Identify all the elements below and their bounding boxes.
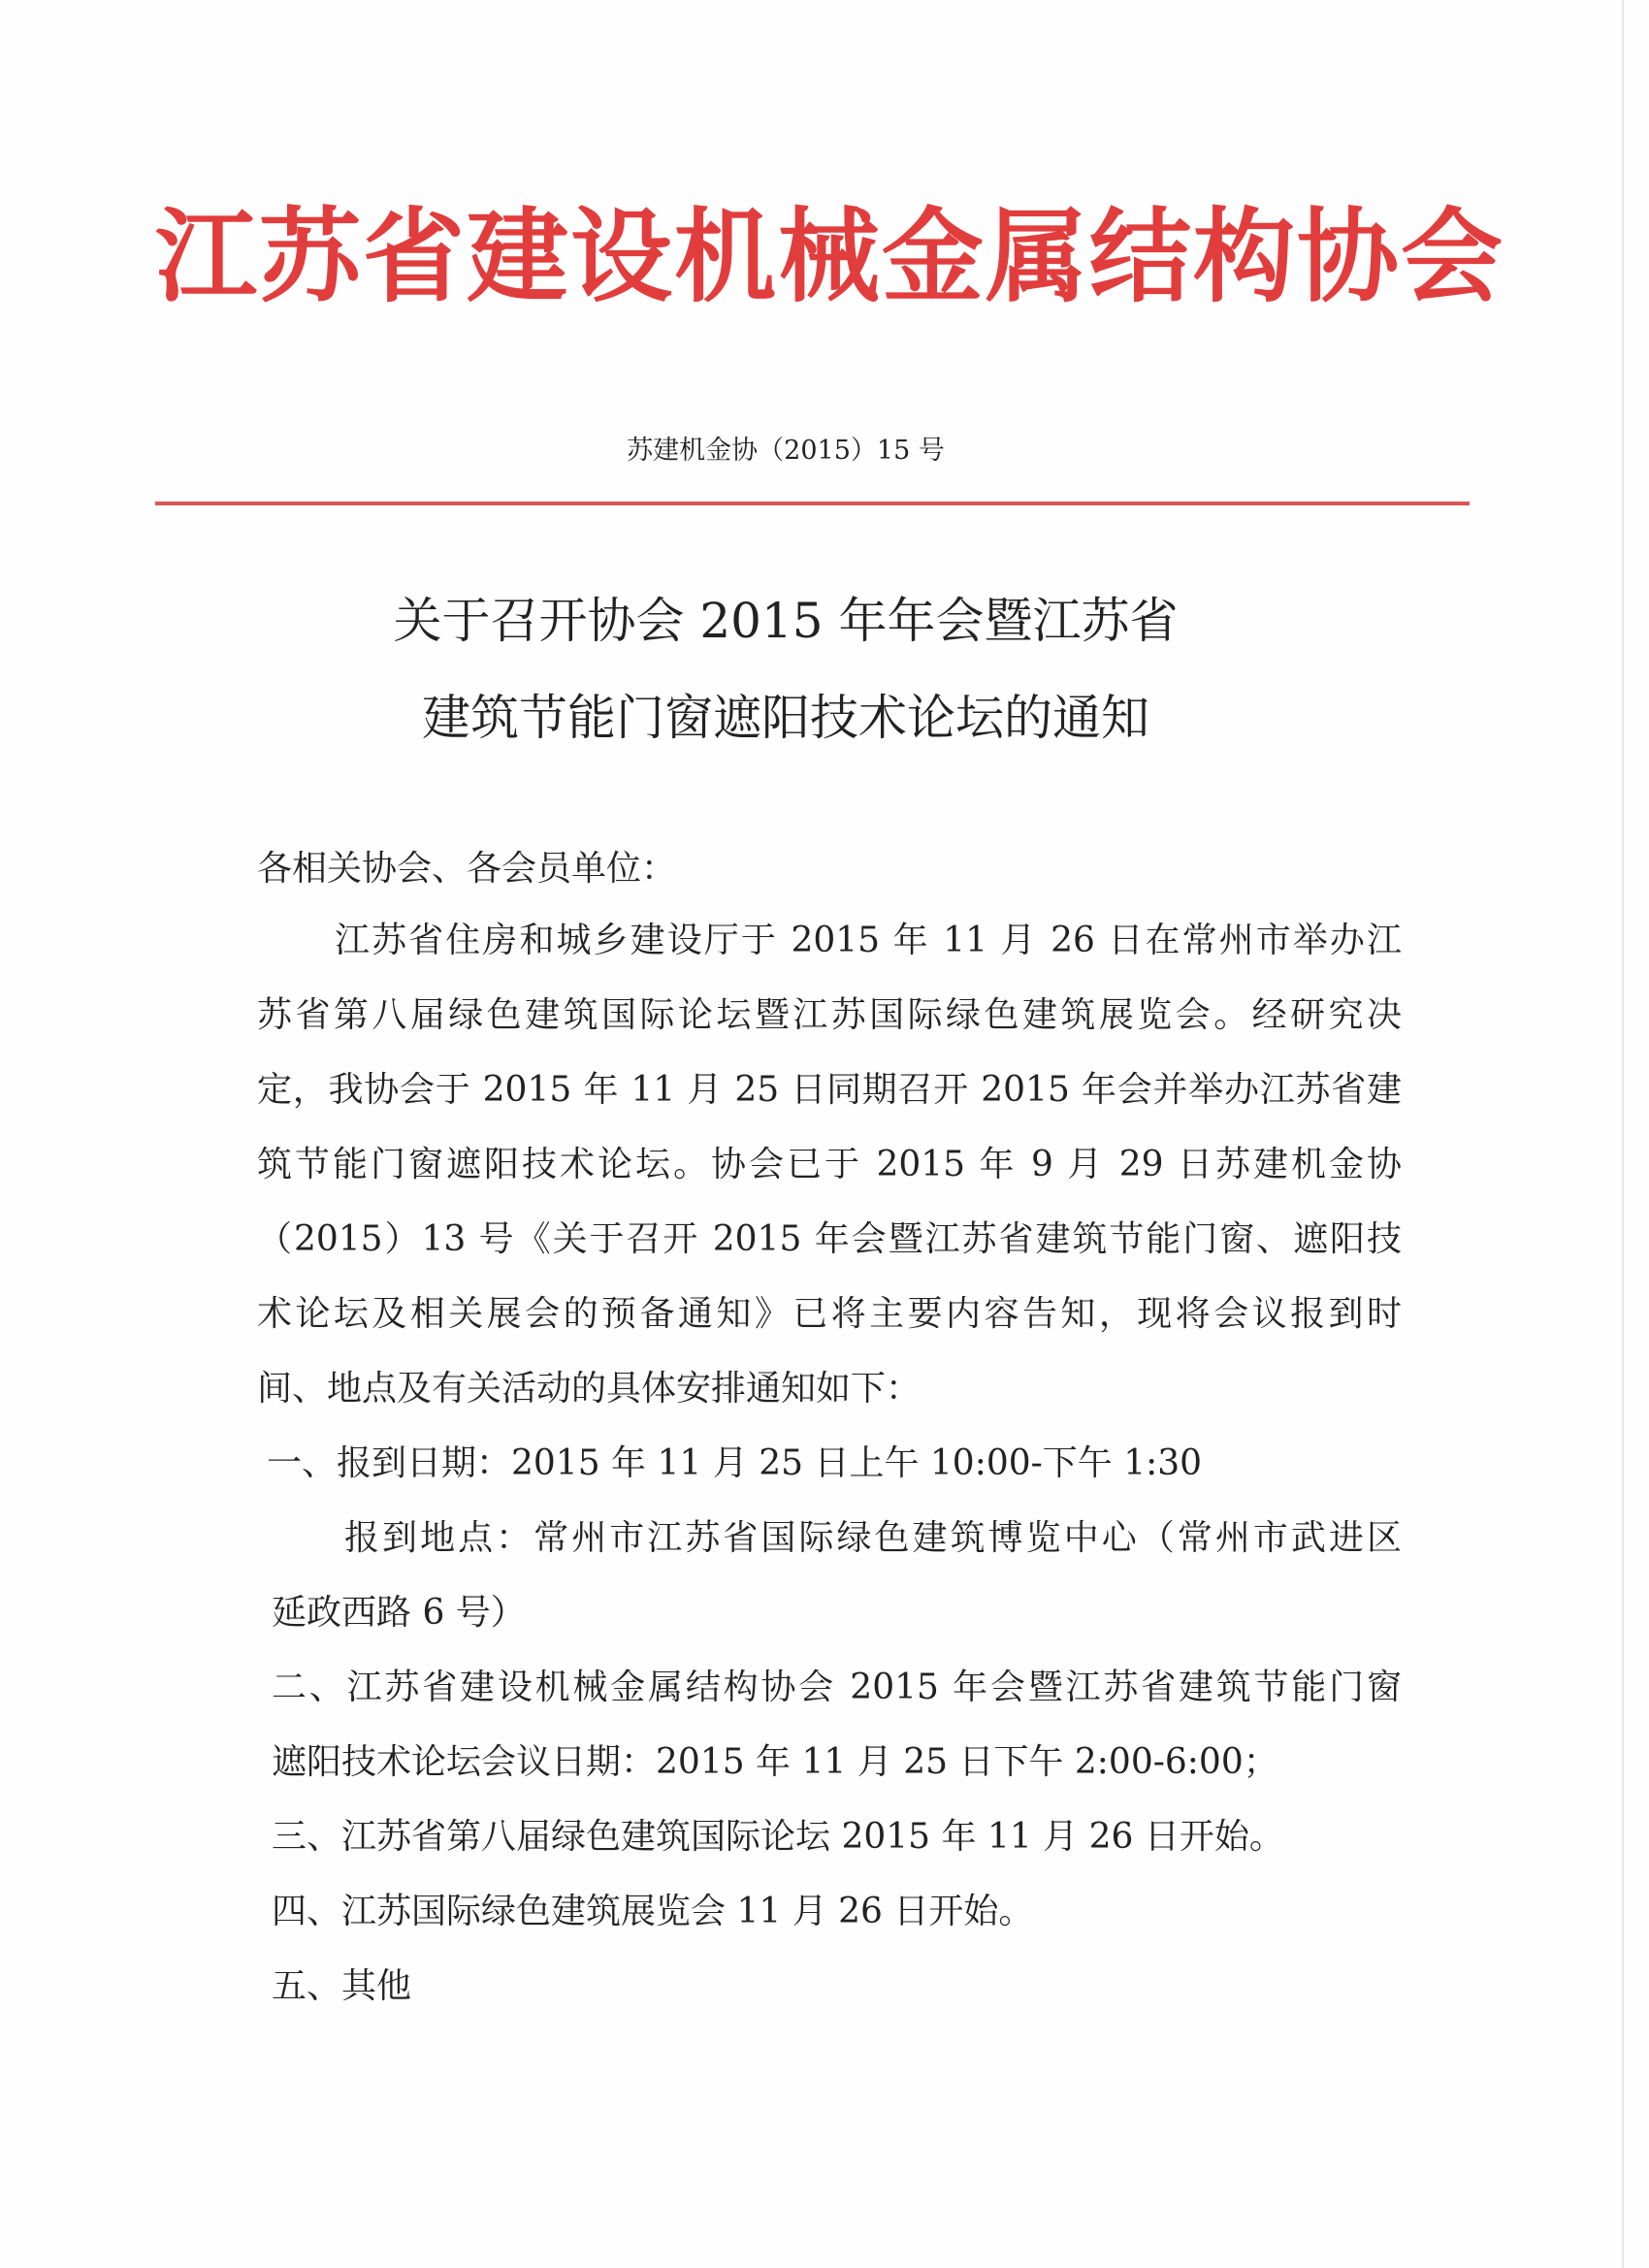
notice-title-line-2: 建筑节能门窗遮阳技术论坛的通知 [422,690,1149,746]
item-1-registration-place: 报到地点：常州市江苏省国际绿色建筑博览中心（常州市武进区 [344,1518,1402,1558]
paragraph-line: 江苏省住房和城乡建设厅于 2015 年 11 月 26 日在常州市举办江 [335,921,1402,960]
item-1-registration-date: 一、报到日期：2015 年 11 月 25 日上午 10:00-下午 1:30 [267,1443,1203,1483]
paragraph-line: 间、地点及有关活动的具体安排通知如下： [257,1369,922,1409]
paragraph-line: 定，我协会于 2015 年 11 月 25 日同期召开 2015 年会并举办江苏省建 [257,1070,1402,1110]
item-5-other: 五、其他 [272,1966,412,2006]
salutation: 各相关协会、各会员单位： [257,849,677,889]
paragraph-line: 苏省第八届绿色建筑国际论坛暨江苏国际绿色建筑展览会。经研究决 [257,995,1402,1035]
paragraph-line: 筑节能门窗遮阳技术论坛。协会已于 2015 年 9 月 29 日苏建机金协 [257,1145,1402,1184]
item-2-annual-meeting: 二、江苏省建设机械金属结构协会 2015 年会暨江苏省建筑节能门窗 [272,1668,1402,1707]
item-4-exhibition: 四、江苏国际绿色建筑展览会 11 月 26 日开始。 [272,1892,1034,1931]
letterhead-red-rule [155,502,1470,505]
paragraph-line: （2015）13 号《关于召开 2015 年会暨江苏省建筑节能门窗、遮阳技 [257,1219,1402,1259]
item-3-forum: 三、江苏省第八届绿色建筑国际论坛 2015 年 11 月 26 日开始。 [272,1817,1284,1857]
item-1-registration-place-cont: 延政西路 6 号） [272,1593,526,1633]
document-number: 苏建机金协（2015）15 号 [627,436,945,466]
item-2-meeting-date: 遮阳技术论坛会议日期：2015 年 11 月 25 日下午 2:00-6:00； [272,1742,1278,1782]
organization-letterhead: 江苏省建设机械金属结构协会 [155,198,1505,316]
notice-title-line-1: 关于召开协会 2015 年年会暨江苏省 [393,593,1179,649]
paragraph-line: 术论坛及相关展会的预备通知》已将主要内容告知，现将会议报到时 [257,1294,1402,1334]
scan-edge-line [1622,0,1624,2268]
